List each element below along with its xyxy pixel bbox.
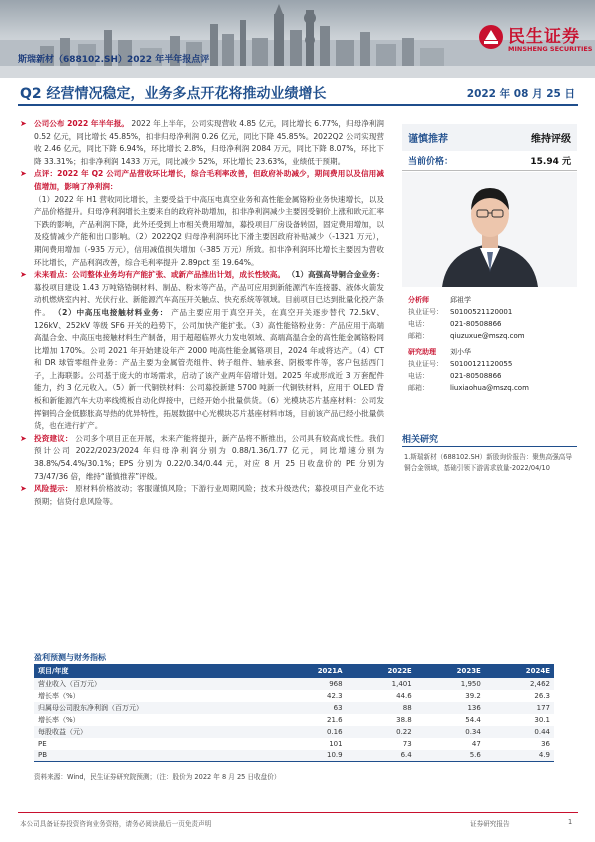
table-cell: 54.4: [465, 716, 481, 724]
phone-value: 021-80508866: [450, 320, 502, 328]
arrow-bullet-icon: ➤: [20, 270, 27, 280]
table-header-cell: 2024E: [485, 664, 554, 678]
table-source: 资料来源：Wind，民生证券研究院预测；（注：股价为 2022 年 8 月 25 日收盘价）: [34, 773, 281, 781]
phone-label: 电话：: [408, 320, 429, 328]
analyst-name: 邱祖学: [450, 296, 471, 304]
table-cell: 每股收益（元）: [38, 728, 87, 736]
analyst-role: 分析师: [408, 296, 429, 304]
table-cell: 21.6: [327, 716, 343, 724]
segment-text: 募投项目建设 1.43 万吨铬锆铜材料、制品、粉末等产品，产品可应用到新能源汽车连接器、液体火箭发动机燃烧室内衬、光伏行业、新能源汽车高压开关触点、快充系统等领域。目前项目已达到批量化投产条件。: [34, 282, 384, 317]
arrow-bullet-icon: ➤: [20, 484, 27, 494]
table-header-row: [34, 664, 554, 678]
paragraph-text: 2022 年上半年，公司实现营收 4.85 亿元，同比增长 6.77%，归母净利润 0.52 亿元，同比增长 45.85%，扣非归母净利润 0.26 亿元，同比下降 45.85%。2022Q2 公司实现营收 2.46 亿元，同比下降 6.94%，环比增长 2.8%，归母净利润 2084 万元，同比下降 8.07%，环比下降 33.31%；扣非净利润 1433 万元，同比减少 52%，环比增长 23.63%，业绩低于预期。: [34, 119, 385, 166]
analyst-row: [408, 294, 578, 306]
paragraph-text: 原材料价格波动；客服谨慎风险；下游行业周期风险；技术升级迭代；募投项目产业化不达预期；信贷付息风险等。: [34, 484, 384, 506]
analyst-row: [408, 346, 578, 358]
table-cell: 6.4: [400, 751, 412, 760]
arrow-bullet-icon: ➤: [20, 119, 27, 128]
rating-box: [402, 124, 577, 171]
table-row: [34, 726, 554, 738]
table-cell: 归属母公司股东净利润（百万元）: [38, 704, 143, 712]
table-cell: 177: [536, 704, 550, 712]
cert-label: 执业证号：: [408, 308, 443, 316]
phone-value: 021-80508866: [450, 372, 502, 380]
forecast-table: [34, 664, 554, 761]
table-cell: 88: [402, 704, 412, 712]
paragraph-lead: 点评：2022 年 Q2 公司产品营收环比增长，综合毛利率改善，但政府补助减少，期间费用以及信用减值增加，影响了净利润：: [34, 169, 384, 191]
table-cell: PB: [38, 751, 48, 760]
table-cell: 增长率（%）: [38, 692, 80, 700]
table-cell: 2,462: [529, 680, 550, 688]
paragraph-outlook: [20, 269, 384, 433]
logo-text-en: MINSHENG SECURITIES: [508, 45, 593, 53]
table-header-cell: 项目/年度: [34, 664, 276, 678]
segment-text: 产品主要应用于真空开关，在真空开关逐步替代 72.5kV、126kV、252kV 等级 SF6 开关的趋势下，公司加快产能扩张。（3）高性能铬粉业务：产品应用于高端高温合金、中高压电接触材料生产制备，用于超超临界火力发电领域、高端高温合金的高性能金属铬粉同比增加 170%。公司 2021 年开始建设年产 2000 吨高性能金属铬项目，2024 年或将达产。（4）CT 和 DR 球管零组件业务：产品主要为金属管壳组件、转子组件、轴承套、阴极零件等，客户包括西门子，上海联影。公司基于庞大的市场需求，启动了该产业两年倍增计划。2025 年或形成近 3 万套配件能力，约 3 亿元收入。（5）新一代铜铁材料：公司募投新建 5700 吨新一代铜铁材料，应用于 OLED 背板和新能源汽车大功率线缆板自动化焊接中，已经开始小批量供货。（6）光模块芯片基座材料：公司发挥铜钨合金低膨胀高导热的优异特性，拓展数据中心光模块芯片基座材料市场，目前该产品已经小批量供货，也在进行扩产。: [34, 307, 384, 431]
table-header-cell: 2023E: [416, 664, 485, 678]
table-bottom-rule: [34, 761, 554, 762]
segment-lead: （2）中高压电接触材料业务：: [53, 307, 169, 317]
footer-report-type: 证券研究报告: [470, 820, 510, 828]
table-header-cell: 2021A: [276, 664, 347, 678]
table-cell: 42.3: [327, 692, 343, 700]
table-cell: 38.8: [396, 716, 412, 724]
analyst-row: [408, 318, 578, 330]
table-row: [34, 738, 554, 750]
rating-row: [402, 124, 577, 151]
mail-label: 邮箱：: [408, 384, 429, 392]
report-subtitle: 斯瑞新材（688102.SH）2022 年半年报点评: [18, 55, 210, 65]
rating-status: 维持评级: [531, 134, 571, 145]
table-cell: 136: [467, 704, 481, 712]
table-cell: 增长率（%）: [38, 716, 80, 724]
analyst-row: [408, 382, 578, 394]
table-cell: 0.16: [327, 728, 343, 736]
paragraph-comment: [20, 168, 384, 193]
minsheng-logo-icon: [478, 24, 504, 50]
paragraph-risk: [20, 483, 384, 508]
table-cell: 39.2: [465, 692, 481, 700]
phone-label: 电话：: [408, 372, 429, 380]
related-research-link[interactable]: 1.斯瑞新材（688102.SH）新股询价报告：聚焦高强高导铜合金领域，基础引领下游需求放量-2022/04/10: [404, 453, 572, 472]
paragraph-text: 公司多个项目正在开展，未来产能将提升，新产品将不断推出，公司具有较高成长性。我们预计公司 2022/2023/2024 年归母净利润分别为 0.88/1.36/1.77 亿元，同比增速分别为 38.8%/54.4%/30.1%；EPS 分别为 0.22/0.34/0.44 元，对应 8 月 25 日收盘价的 PE 分别为 73/47/36 倍，维持“谨慎推荐”评级。: [34, 433, 384, 481]
table-cell: 63: [333, 704, 343, 712]
cert-value: S0100121120055: [450, 360, 513, 368]
paragraph-results: [20, 118, 385, 168]
table-header-cell: 2022E: [347, 664, 416, 678]
price-label: 当前价格：: [408, 157, 454, 167]
paragraph-analysis: （1）2022 年 H1 营收同比增长，主要受益于中高压电真空业务和高性能金属铬粉业务快速增长，以及产品价格提升。归母净利润增长主要来自的政府补助增加，扣非净利润减少主要因受铜价上涨和欧元汇率下跌的影响，产品利润下降，此外还受到上市相关费用增加，募投项目厂房设备转固，固定费用增加，以及疫情减少产能和出口影响。（2）2022Q2 归母净利润环比下滑主要因政府补贴减少（-1321 万元），期间费用增加（-935 万元），信用减值损失增加（-385 万元）所致。扣非净利润环比增长主要因为营收环比增长，产品利润改善，综合毛利率提升 2.89pct 至 19.64%。: [34, 194, 384, 267]
main-text-column: [20, 118, 385, 508]
arrow-bullet-icon: ➤: [20, 169, 27, 179]
analyst-row: [408, 358, 578, 370]
paragraph-lead: 公司公布 2022 年半年报。: [34, 119, 129, 128]
cert-value: S0100521120001: [450, 308, 513, 316]
rating-label: 谨慎推荐: [408, 134, 448, 145]
mail-label: 邮箱：: [408, 332, 429, 340]
table-cell: PE: [38, 739, 47, 748]
related-rule: [402, 446, 577, 447]
table-cell: 营业收入（百万元）: [38, 680, 101, 688]
table-cell: 44.6: [396, 692, 412, 700]
sidebar: [402, 124, 577, 171]
analyst-photo: [402, 172, 577, 287]
table-title: 盈利预测与财务指标: [34, 653, 106, 662]
paragraph-investment: [20, 433, 384, 483]
segment-lead: （1）高强高导铜合金业务：: [287, 270, 384, 280]
table-cell: 73: [402, 739, 412, 748]
table-cell: 0.22: [396, 728, 412, 736]
mail-link[interactable]: qiuzuxue@mszq.com: [450, 332, 525, 340]
table-row: [34, 690, 554, 702]
table-cell: 101: [329, 739, 343, 748]
analyst-info: [408, 294, 578, 394]
table-cell: 968: [329, 680, 343, 688]
analyst-role: 研究助理: [408, 348, 436, 356]
mail-link[interactable]: liuxiaohua@mszq.com: [450, 384, 529, 392]
analyst-row: [408, 306, 578, 318]
table-cell: 10.9: [327, 751, 343, 760]
report-headline: Q2 经营情况稳定，业务多点开花将推动业绩增长: [20, 86, 327, 102]
table-cell: 26.3: [534, 692, 550, 700]
table-row: [34, 750, 554, 762]
table-row: [34, 702, 554, 714]
table-cell: 1,401: [391, 680, 412, 688]
price-row: [402, 151, 577, 170]
header-rule: [18, 104, 578, 106]
table-row: [34, 678, 554, 690]
minsheng-logo: [478, 22, 593, 62]
paragraph-lead: 投资建议：: [34, 433, 73, 443]
related-research-title: 相关研究: [402, 435, 439, 445]
footer-disclaimer: 本公司具备证券投资咨询业务资格，请务必阅读最后一页免责声明: [20, 820, 212, 828]
table-cell: 1,950: [460, 680, 481, 688]
analyst-row: [408, 330, 578, 342]
table-cell: 5.6: [469, 751, 481, 760]
table-cell: 0.44: [534, 728, 550, 736]
logo-text-cn: 民生证券: [508, 27, 580, 47]
price-value: 15.94 元: [530, 157, 571, 167]
arrow-bullet-icon: ➤: [20, 433, 27, 443]
cert-label: 执业证号：: [408, 360, 443, 368]
table-cell: 36: [541, 739, 550, 748]
footer-rule: [18, 812, 578, 813]
table-cell: 47: [471, 739, 481, 748]
paragraph-lead: 风险提示：: [34, 484, 73, 494]
table-row: [34, 714, 554, 726]
table-cell: 4.9: [538, 751, 550, 760]
table-cell: 30.1: [534, 716, 550, 724]
analyst-row: [408, 370, 578, 382]
header-banner: [0, 0, 595, 78]
report-date: 2022 年 08 月 25 日: [466, 88, 575, 100]
analyst-name: 刘小华: [450, 348, 471, 356]
page-number: 1: [568, 818, 573, 826]
paragraph-lead: 未来看点：公司整体业务均有产能扩张、或新产品推出计划，成长性较高。: [34, 270, 285, 280]
table-cell: 0.34: [465, 728, 481, 736]
